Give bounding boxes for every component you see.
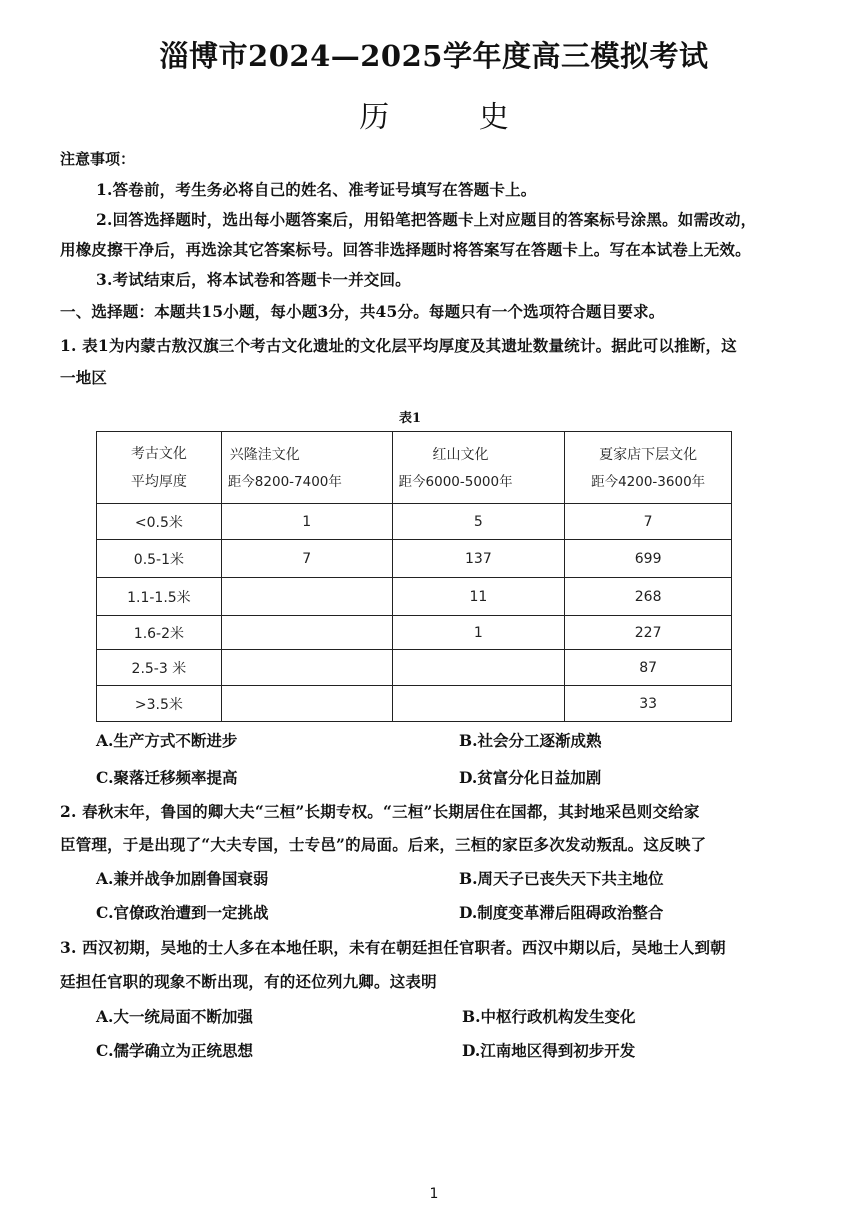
q1-option-d: D.贫富分化日益加剧: [459, 768, 602, 787]
column-header-xinglongwa: [221, 432, 392, 504]
corner-label-top: 考古文化: [130, 445, 187, 462]
column-name: 兴隆洼文化: [229, 446, 300, 463]
notice-item-3: 3.考试结束后，将本试卷和答题卡一并交回。: [96, 270, 411, 289]
notice-item-2-line-1: 2.回答选择题时，选出每小题答案后，用铅笔把答题卡上对应题目的答案标号涂黑。如需改动，: [96, 210, 757, 229]
row-label: <0.5米: [97, 504, 222, 540]
q1-option-c: C.聚落迁移频率提高: [96, 768, 238, 787]
table-row: [97, 578, 732, 616]
q2-option-b: B.周天子已丧失天下共主地位: [459, 869, 664, 888]
q2-option-a: A.兼并战争加剧鲁国衰弱: [96, 869, 269, 888]
table-cell: 137: [392, 540, 565, 578]
corner-label-bottom: 平均厚度: [130, 473, 187, 490]
section-heading: 一、选择题：本题共15小题，每小题3分，共45分。每题只有一个选项符合题目要求。: [60, 302, 665, 321]
q3-option-d: D.江南地区得到初步开发: [462, 1041, 636, 1060]
q3-stem-line-2: 廷担任官职的现象不断出现，有的还位列九卿。这表明: [60, 972, 437, 991]
table-cell: 7: [565, 504, 732, 540]
q1-option-b: B.社会分工逐渐成熟: [459, 731, 602, 750]
row-label: 2.5-3 米: [97, 650, 222, 686]
table-corner-cell: [97, 432, 222, 504]
archaeology-table: [96, 431, 732, 722]
subject-title: 历 史: [359, 100, 549, 135]
table-cell: [392, 650, 565, 686]
table-cell: 1: [392, 616, 565, 650]
table-row: [97, 650, 732, 686]
table-caption: 表1: [398, 411, 422, 426]
table-cell: 699: [565, 540, 732, 578]
column-name: 红山文化: [432, 446, 489, 463]
table-cell: [221, 616, 392, 650]
column-header-xiajiadian: [565, 432, 732, 504]
table-row: [97, 540, 732, 578]
table-cell: 268: [565, 578, 732, 616]
table-row: [97, 504, 732, 540]
table-cell: 5: [392, 504, 565, 540]
table-cell: 7: [221, 540, 392, 578]
q2-option-d: D.制度变革滞后阻碍政治整合: [459, 903, 664, 922]
table-cell: 227: [565, 616, 732, 650]
column-period: 距今8200-7400年: [227, 473, 342, 490]
q1-option-a: A.生产方式不断进步: [96, 731, 238, 750]
exam-title: 淄博市2024—2025学年度高三模拟考试: [159, 39, 709, 73]
q3-stem-line-1: 3. 西汉初期，吴地的士人多在本地任职，未有在朝廷担任官职者。西汉中期以后，吴地士人到朝: [60, 938, 726, 957]
row-label: 1.1-1.5米: [97, 578, 222, 616]
notice-heading: 注意事项：: [60, 150, 136, 168]
q3-option-a: A.大一统局面不断加强: [96, 1007, 253, 1026]
table-cell: [221, 578, 392, 616]
row-label: 0.5-1米: [97, 540, 222, 578]
table-cell: 33: [565, 686, 732, 722]
table-cell: 11: [392, 578, 565, 616]
q1-stem-line-2: 一地区: [60, 368, 108, 387]
q1-stem-line-1: 1. 表1为内蒙古敖汉旗三个考古文化遗址的文化层平均厚度及其遗址数量统计。据此可以推断，这: [60, 336, 737, 355]
row-label: >3.5米: [97, 686, 222, 722]
table-cell: [221, 650, 392, 686]
table-cell: [221, 686, 392, 722]
table-cell: 1: [221, 504, 392, 540]
column-header-hongshan: [392, 432, 565, 504]
notice-item-1: 1.答卷前，考生务必将自己的姓名、准考证号填写在答题卡上。: [96, 180, 537, 199]
table-header-row: [97, 432, 732, 504]
column-period: 距今6000-5000年: [398, 473, 513, 490]
table-row: [97, 686, 732, 722]
q3-option-b: B.中枢行政机构发生变化: [462, 1007, 636, 1026]
page-number: 1: [429, 1186, 439, 1202]
column-name: 夏家店下层文化: [599, 446, 698, 463]
table-row: [97, 616, 732, 650]
column-period: 距今4200-3600年: [591, 473, 706, 490]
row-label: 1.6-2米: [97, 616, 222, 650]
q2-option-c: C.官僚政治遭到一定挑战: [96, 903, 269, 922]
q2-stem-line-2: 臣管理，于是出现了“大夫专国，士专邑”的局面。后来，三桓的家臣多次发动叛乱。这反映了: [60, 835, 707, 854]
table-cell: 87: [565, 650, 732, 686]
q2-stem-line-1: 2. 春秋末年，鲁国的卿大夫“三桓”长期专权。“三桓”长期居住在国都，其封地采邑则交给家: [60, 802, 700, 821]
q3-option-c: C.儒学确立为正统思想: [96, 1041, 253, 1060]
notice-item-2-line-2: 用橡皮擦干净后，再选涂其它答案标号。回答非选择题时将答案写在答题卡上。写在本试卷上无效。: [60, 240, 751, 259]
table-cell: [392, 686, 565, 722]
